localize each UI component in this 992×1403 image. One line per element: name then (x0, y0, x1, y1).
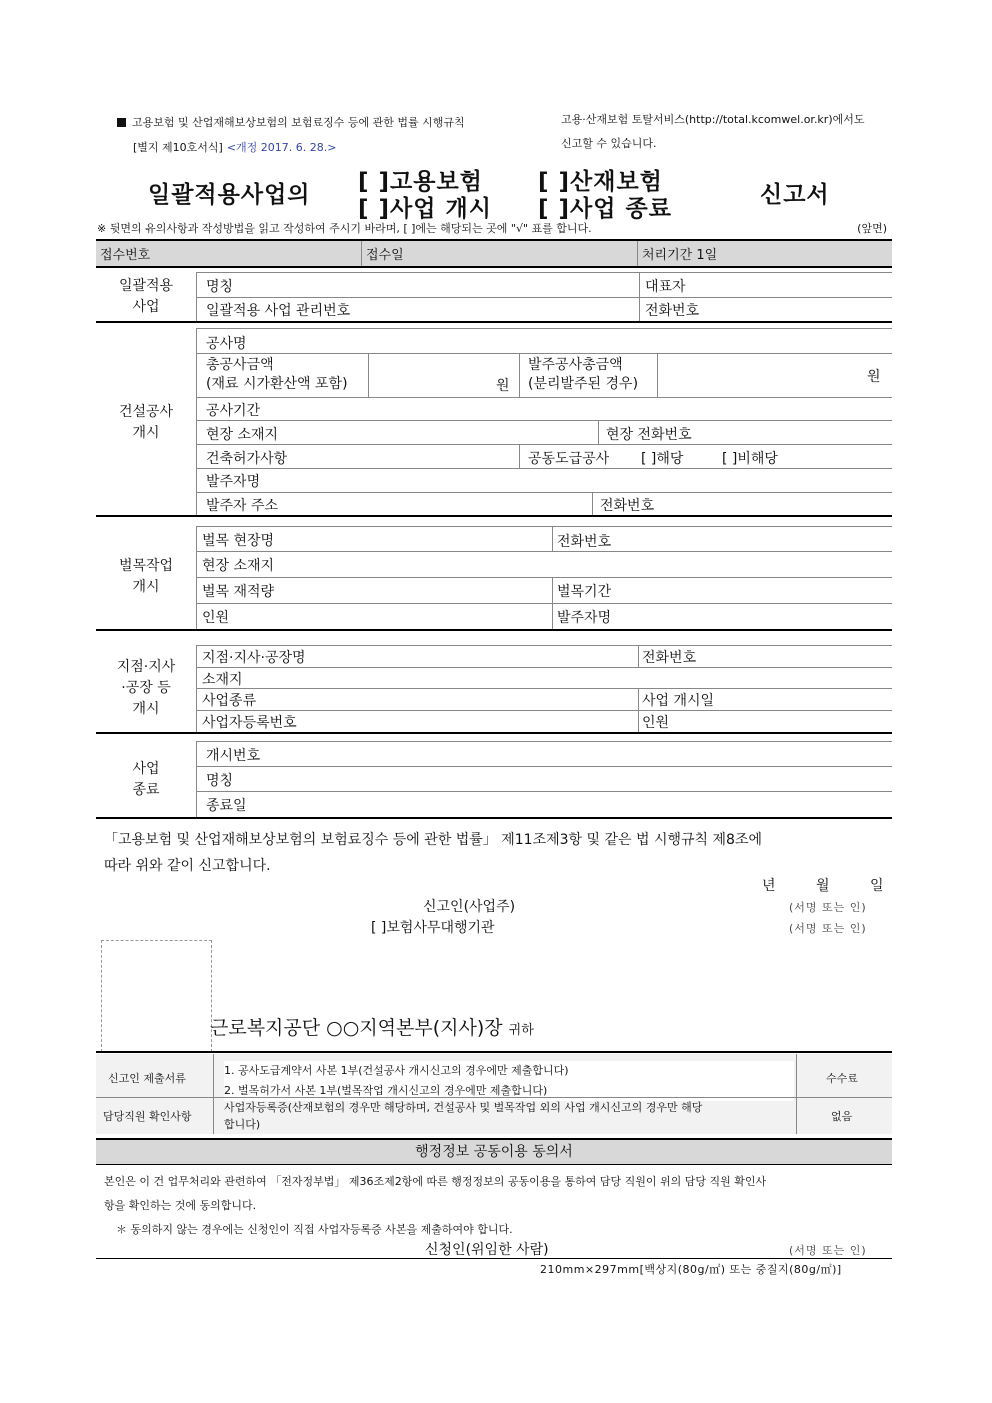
option-business-end[interactable]: [ ]사업 종료 (538, 196, 672, 222)
section-branch-start: 지점·지사 ·공장 등 개시 (116, 659, 176, 717)
end-name-field[interactable]: 명칭 (206, 773, 234, 789)
logging-orderer-field[interactable]: 발주자명 (557, 610, 612, 626)
option-employment-insurance[interactable]: [ ]고용보험 (358, 169, 483, 195)
section-construction-start: 건설공사 개시 (118, 404, 174, 441)
staff-check-label: 담당직원 확인사항 (103, 1110, 192, 1123)
consent-text: 본인은 이 건 업무처리와 관련하여 「전자정부법」 제36조제2항에 따른 행정정보의 공동이용을 통하여 담당 직원이 위의 담당 직원 확인사 항을 확인하는 것에 동의합니다. (104, 1175, 767, 1212)
total-amount-label: 총공사금액 (재료 시가환산액 포함) (206, 357, 348, 392)
branch-name-field[interactable]: 지점·지사·공장명 (202, 650, 306, 666)
building-permit-field[interactable]: 건축허가사항 (206, 451, 288, 467)
receipt-number-label: 접수번호 (100, 248, 151, 263)
logging-volume-field[interactable]: 벌목 재적량 (202, 584, 275, 600)
declaration-text: 「고용보험 및 산업재해보상보험의 보험료징수 등에 관한 법률」 제11조제3항 및 같은 법 시행규칙 제8조에 따라 위와 같이 신고합니다. (104, 832, 762, 874)
bulk-rep-field[interactable]: 대표자 (645, 279, 686, 295)
site-phone-field[interactable]: 현장 전화번호 (606, 427, 692, 443)
agent-signature[interactable]: (서명 또는 인) (789, 922, 867, 935)
option-business-start[interactable]: [ ]사업 개시 (358, 196, 492, 222)
year-label: 년 (762, 878, 776, 894)
consent-title: 행정정보 공동이용 동의서 (96, 1140, 892, 1164)
submit-docs-label: 신고인 제출서류 (108, 1072, 186, 1085)
section-logging-start: 벌목작업 개시 (118, 558, 174, 595)
applicant-signature[interactable]: (서명 또는 인) (789, 1244, 867, 1257)
bulk-name-field[interactable]: 명칭 (206, 279, 234, 295)
logging-location-field[interactable]: 현장 소재지 (202, 558, 275, 574)
construction-period-field[interactable]: 공사기간 (206, 403, 261, 419)
logging-phone-field[interactable]: 전화번호 (557, 534, 612, 550)
receipt-row (96, 239, 892, 267)
fee-value: 없음 (831, 1110, 853, 1123)
stamp-box (101, 940, 212, 1052)
paper-spec: 210mm×297mm[백상지(80g/㎡) 또는 중질지(80g/㎡)] (540, 1263, 842, 1276)
orderer-address-field[interactable]: 발주자 주소 (206, 498, 279, 514)
section-bulk-business: 일괄적용 사업 (118, 278, 174, 315)
instruction-notice: ※ 뒷면의 유의사항과 작성방법을 읽고 작성하여 주시기 바라며, [ ]에는 해당되는 곳에 "√" 표를 합니다. (앞면) (97, 222, 887, 235)
joint-yes-checkbox[interactable]: [ ]해당 (641, 451, 684, 467)
receipt-date-label: 접수일 (366, 248, 404, 263)
order-amount-label: 발주공사총금액 (분리발주된 경우) (528, 357, 639, 392)
project-name-field[interactable]: 공사명 (206, 336, 247, 352)
applicant-label: 신청인(위임한 사람) (425, 1242, 549, 1258)
front-side-label: (앞면) (857, 222, 887, 235)
reporter-label: 신고인(사업주) (423, 899, 516, 915)
form-title-suffix: 신고서 (760, 182, 830, 208)
branch-staff-field[interactable]: 인원 (642, 715, 670, 731)
logging-period-field[interactable]: 벌목기간 (557, 584, 612, 600)
processing-period-label: 처리기간 1일 (642, 248, 718, 263)
orderer-name-field[interactable]: 발주자명 (206, 474, 261, 490)
end-date-field[interactable]: 종료일 (206, 798, 247, 814)
joint-no-checkbox[interactable]: [ ]비해당 (722, 451, 778, 467)
fee-label: 수수료 (826, 1072, 858, 1085)
order-amount-unit: 원 (867, 369, 881, 385)
end-start-no-field[interactable]: 개시번호 (206, 748, 261, 764)
portal-notice: 고용·산재보험 토탈서비스(http://total.kcomwel.or.kr)에서도 신고할 수 있습니다. (561, 113, 865, 150)
section-business-end: 사업 종료 (132, 761, 160, 798)
agent-checkbox[interactable]: [ ]보험사무대행기관 (371, 920, 495, 936)
logging-staff-field[interactable]: 인원 (202, 610, 230, 626)
square-bullet-icon (117, 118, 126, 127)
submit-docs-list: 1. 공사도급계약서 사본 1부(건설공사 개시신고의 경우에만 제출합니다) 2. 벌목허가서 사본 1부(벌목작업 개시신고의 경우에만 제출합니다) (224, 1061, 794, 1101)
recipient-label: 근로복지공단 ○○지역본부(지사)장 귀하 (210, 1017, 534, 1039)
revision-date: <개정 2017. 6. 28.> (226, 141, 337, 154)
law-name: 고용보험 및 산업재해보상보험의 보험료징수 등에 관한 법률 시행규칙 (117, 114, 465, 130)
branch-reg-no-field[interactable]: 사업자등록번호 (202, 715, 297, 731)
orderer-phone-field[interactable]: 전화번호 (600, 498, 655, 514)
form-title: 일괄적용사업의 (148, 182, 311, 208)
joint-contract-label: 공동도급공사 (528, 451, 610, 467)
month-label: 월 (816, 878, 830, 894)
bulk-phone-field[interactable]: 전화번호 (645, 303, 700, 319)
branch-phone-field[interactable]: 전화번호 (642, 650, 697, 666)
branch-kind-field[interactable]: 사업종류 (202, 693, 257, 709)
option-industrial-insurance[interactable]: [ ]산재보험 (538, 169, 663, 195)
branch-start-date-field[interactable]: 사업 개시일 (642, 693, 715, 709)
logging-site-field[interactable]: 벌목 현장명 (202, 533, 275, 549)
day-label: 일 (870, 878, 884, 894)
bulk-mgmt-no-field[interactable]: 일괄적용 사업 관리번호 (206, 303, 351, 319)
branch-location-field[interactable]: 소재지 (202, 672, 243, 688)
consent-note: ＊ 동의하지 않는 경우에는 신청인이 직접 사업자등록증 사본을 제출하여야 합니다. (116, 1223, 513, 1236)
total-amount-unit: 원 (496, 378, 510, 394)
reporter-signature[interactable]: (서명 또는 인) (789, 901, 867, 914)
site-location-field[interactable]: 현장 소재지 (206, 427, 279, 443)
staff-check-text: 사업자등록증(산재보험의 경우만 해당하며, 건설공사 및 벌목작업 외의 사업 개시신고의 경우만 해당 합니다) (224, 1101, 703, 1131)
form-number: [별지 제10호서식] <개정 2017. 6. 28.> (133, 141, 337, 154)
